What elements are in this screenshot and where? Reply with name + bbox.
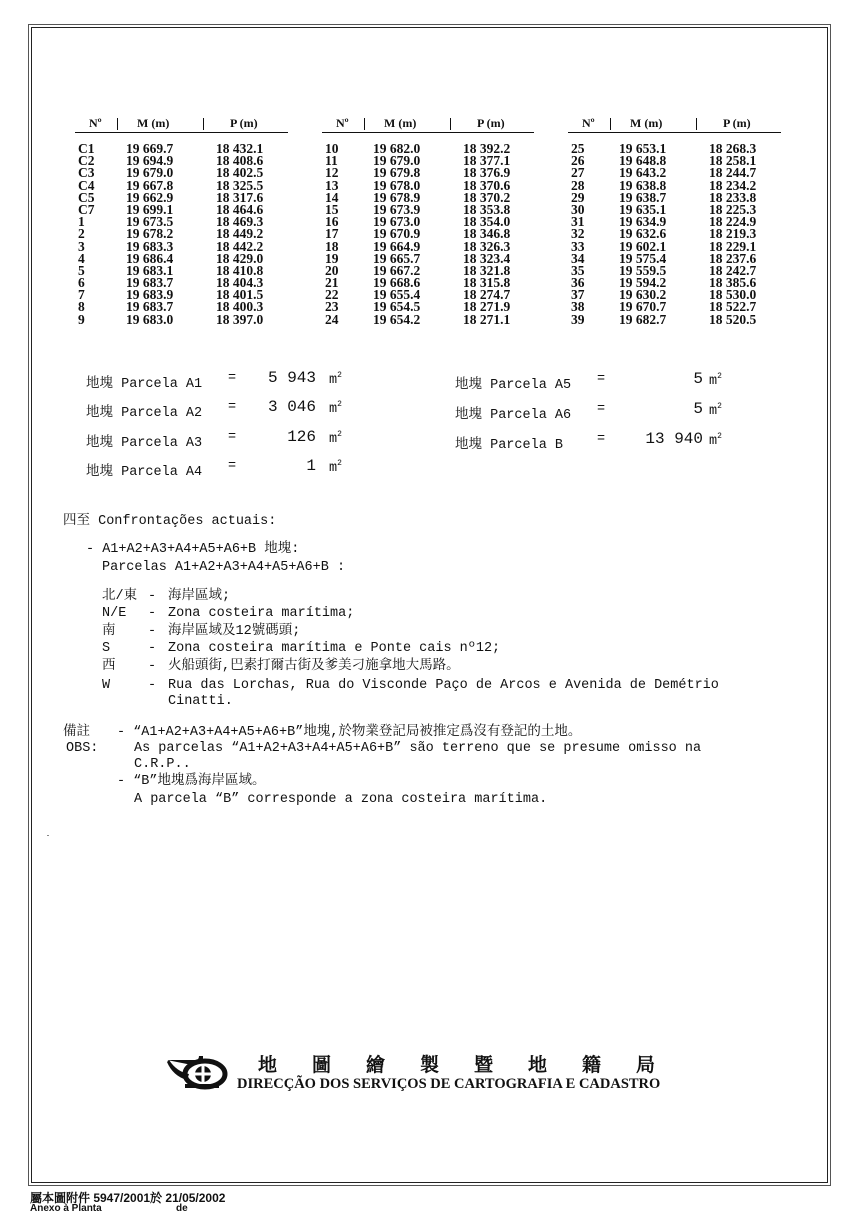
coord-p: 18 219.3 [709,226,757,242]
point-id: 31 [571,214,585,230]
coord-p: 18 432.1 [216,141,264,156]
coord-p: 18 258.1 [709,153,757,169]
scan-speck [47,835,49,836]
unit-exponent: 2 [337,459,342,468]
point-id: 11 [325,153,338,169]
column-separator [203,118,204,130]
unit-symbol: m [329,461,338,476]
unit-symbol: m [329,402,338,417]
coord-p: 18 429.0 [216,250,264,266]
point-id: 17 [325,226,339,242]
coord-p: 18 354.0 [463,214,511,230]
area-unit [709,372,722,389]
point-id: 25 [571,141,585,156]
boundary-description: 火船頭街,巴素打爾古街及爹美刁施拿地大馬路。 [168,659,460,674]
agency-name-char: 地 [528,1054,548,1076]
coordinate-table [75,117,288,326]
boundary-description: 海岸區域及12號碼頭; [168,624,301,639]
unit-exponent: 2 [337,400,342,409]
unit-exponent: 2 [337,371,342,380]
column-separator [364,118,365,130]
column-header: P (m) [230,116,258,130]
coord-p: 18 323.4 [463,250,511,266]
table-header [568,117,781,133]
point-id: C3 [78,165,95,181]
equals-sign: = [597,432,606,447]
agency-name-char: 暨 [474,1054,494,1076]
coord-p: 18 520.5 [709,311,757,327]
area-unit [709,432,722,449]
table-row [568,311,781,327]
coord-m: 19 699.1 [126,201,174,217]
coord-m: 19 686.4 [126,250,174,266]
point-id: 14 [325,189,339,205]
coord-m: 19 654.2 [373,311,421,327]
coord-p: 18 237.6 [709,250,757,266]
coord-m: 19 665.7 [373,250,421,266]
coord-p: 18 392.2 [463,141,511,156]
point-id: 7 [78,287,85,303]
point-id: 13 [325,177,339,193]
point-id: 12 [325,165,339,181]
equals-sign: = [597,402,606,417]
footer-annex-zh: 屬本圖附件 5947/2001於 21/05/2002 [30,1191,226,1205]
coord-p: 18 271.1 [463,311,511,327]
coord-p: 18 469.3 [216,214,264,230]
parcel-label: 地塊 Parcela B [455,438,564,453]
coord-m: 19 668.6 [373,275,421,291]
coord-p: 18 370.2 [463,189,511,205]
coord-p: 18 442.2 [216,238,264,254]
coord-m: 19 662.9 [126,189,174,205]
point-id: 26 [571,153,585,169]
coordinate-table [568,117,781,326]
coord-m: 19 638.8 [619,177,667,193]
dash: - [148,641,157,656]
unit-exponent: 2 [717,432,722,441]
point-id: 18 [325,238,339,254]
column-header: M (m) [137,116,170,130]
column-header: P (m) [477,116,505,130]
coord-m: 19 632.6 [619,226,667,242]
coord-p: 18 271.9 [463,299,511,315]
agency-name-pt: DIRECÇÃO DOS SERVIÇOS DE CARTOGRAFIA E CADASTRO [237,1076,661,1092]
coord-p: 18 397.0 [216,311,264,327]
agency-name-char: 繪 [366,1054,386,1076]
point-id: 33 [571,238,585,254]
notes-line-2: As parcelas “A1+A2+A3+A4+A5+A6+B” são terreno que se presume omisso na [134,741,702,756]
point-id: 16 [325,214,339,230]
coord-m: 19 653.1 [619,141,667,156]
notes-zh-label: 備註 [63,725,90,740]
coord-p: 18 353.8 [463,201,511,217]
coord-p: 18 234.2 [709,177,757,193]
unit-exponent: 2 [717,402,722,411]
parcel-label: 地塊 Parcela A1 [86,377,203,392]
boundary-description: 海岸區域; [168,589,231,604]
coordinate-table [322,117,534,326]
parcel-label: 地塊 Parcela A2 [86,406,203,421]
dash: - [148,589,157,604]
coord-m: 19 630.2 [619,287,667,303]
point-id: 39 [571,311,585,327]
direction-label: 南 [102,624,116,639]
coord-m: 19 602.1 [619,238,667,254]
coord-m: 19 634.9 [619,214,667,230]
table-header [75,117,288,133]
footer-annex-de: de [176,1203,188,1214]
coord-m: 19 682.7 [619,311,667,327]
unit-symbol: m [709,374,718,389]
coord-p: 18 402.5 [216,165,264,181]
coord-m: 19 694.9 [126,153,174,169]
point-id: 10 [325,141,339,156]
coord-m: 19 667.2 [373,262,421,278]
equals-sign: = [597,372,606,387]
table-row [75,311,288,327]
area-unit [329,430,342,447]
parcel-area-value: 5 943 [267,369,316,387]
coord-m: 19 643.2 [619,165,667,181]
parcel-area-value: 126 [287,428,316,446]
coord-m: 19 673.9 [373,201,421,217]
direction-label: W [102,678,111,693]
coord-p: 18 242.7 [709,262,757,278]
area-unit [709,402,722,419]
parcel-area-value: 3 046 [267,398,316,416]
point-id: 20 [325,262,339,278]
dash: - [148,659,157,674]
coord-p: 18 325.5 [216,177,264,193]
equals-sign: = [228,459,237,474]
coord-p: 18 233.8 [709,189,757,205]
coord-m: 19 594.2 [619,275,667,291]
point-id: 24 [325,311,339,327]
coord-p: 18 229.1 [709,238,757,254]
direction-label: N/E [102,606,127,621]
point-id: 30 [571,201,585,217]
table-row [322,311,534,327]
coord-p: 18 315.8 [463,275,511,291]
point-id: 5 [78,262,85,278]
dash: - [148,678,157,693]
coord-m: 19 678.9 [373,189,421,205]
coord-m: 19 683.3 [126,238,174,254]
coord-m: 19 670.9 [373,226,421,242]
coord-m: 19 683.0 [126,311,174,327]
boundary-description: Zona costeira marítima e Ponte cais nº12; [168,641,501,656]
direction-label: 北/東 [102,589,138,604]
unit-symbol: m [329,373,338,388]
point-id: 9 [78,311,85,327]
parcel-label: 地塊 Parcela A5 [455,378,572,393]
equals-sign: = [228,400,237,415]
column-header: Nº [336,116,349,130]
point-id: 28 [571,177,585,193]
parcel-area-value: 13 940 [645,430,703,448]
coord-p: 18 385.6 [709,275,757,291]
dscc-logo-icon [165,1050,231,1094]
parcel-label: 地塊 Parcela A6 [455,408,572,423]
coord-p: 18 400.3 [216,299,264,315]
parcel-label: 地塊 Parcela A3 [86,436,203,451]
boundary-description: Cinatti. [168,694,233,709]
coord-m: 19 679.0 [126,165,174,181]
coord-m: 19 683.1 [126,262,174,278]
unit-symbol: m [329,432,338,447]
coord-p: 18 530.0 [709,287,757,303]
coord-p: 18 268.3 [709,141,757,156]
point-id: 1 [78,214,85,230]
agency-name-char: 製 [420,1054,440,1076]
column-header: Nº [89,116,102,130]
coord-m: 19 638.7 [619,189,667,205]
coord-p: 18 274.7 [463,287,511,303]
agency-name-char: 局 [636,1054,656,1076]
notes-line-4: - “B”地塊爲海岸區域。 [117,774,266,789]
coord-m: 19 683.7 [126,299,174,315]
point-id: 29 [571,189,585,205]
coord-p: 18 522.7 [709,299,757,315]
point-id: 27 [571,165,585,181]
point-id: 21 [325,275,339,291]
parcel-label: 地塊 Parcela A4 [86,465,203,480]
parcel-area-value: 1 [306,457,316,475]
coord-m: 19 683.9 [126,287,174,303]
coord-p: 18 376.9 [463,165,511,181]
unit-exponent: 2 [337,430,342,439]
point-id: C2 [78,153,95,169]
point-id: 2 [78,226,85,242]
agency-name-zh [258,1050,690,1077]
point-id: C7 [78,201,95,217]
coord-m: 19 682.0 [373,141,421,156]
column-separator [117,118,118,130]
coord-m: 19 664.9 [373,238,421,254]
point-id: C4 [78,177,95,193]
coord-m: 19 669.7 [126,141,174,156]
coord-p: 18 370.6 [463,177,511,193]
area-unit [329,371,342,388]
point-id: 23 [325,299,339,315]
coord-m: 19 648.8 [619,153,667,169]
agency-name-char: 地 [258,1054,278,1076]
point-id: 19 [325,250,339,266]
coord-p: 18 408.6 [216,153,264,169]
coord-m: 19 654.5 [373,299,421,315]
point-id: 37 [571,287,585,303]
column-header: M (m) [384,116,417,130]
coord-m: 19 679.0 [373,153,421,169]
boundary-description: Zona costeira marítima; [168,606,355,621]
column-header: M (m) [630,116,663,130]
coord-p: 18 449.2 [216,226,264,242]
notes-line-1: - “A1+A2+A3+A4+A5+A6+B”地塊,於物業登記局被推定爲沒有登記的土地。 [117,725,582,740]
coord-p: 18 326.3 [463,238,511,254]
coord-m: 19 678.0 [373,177,421,193]
point-id: 6 [78,275,85,291]
coord-m: 19 673.5 [126,214,174,230]
direction-label: 西 [102,659,116,674]
area-unit [329,459,342,476]
dash: - [148,606,157,621]
point-id: C5 [78,189,95,205]
area-unit [329,400,342,417]
column-separator [610,118,611,130]
parcel-area-value: 5 [693,370,703,388]
parcel-list-pt: Parcelas A1+A2+A3+A4+A5+A6+B : [102,560,346,575]
coord-m: 19 678.2 [126,226,174,242]
coord-m: 19 635.1 [619,201,667,217]
coord-p: 18 317.6 [216,189,264,205]
notes-line-3: C.R.P.. [134,757,191,772]
column-header: P (m) [723,116,751,130]
agency-name-char: 籍 [582,1054,602,1076]
dash: - [148,624,157,639]
confrontacoes-heading: 四至 Confrontações actuais: [63,514,277,529]
coord-p: 18 224.9 [709,214,757,230]
point-id: 38 [571,299,585,315]
coord-m: 19 683.7 [126,275,174,291]
point-id: 22 [325,287,339,303]
notes-obs-label: OBS: [66,741,99,756]
point-id: C1 [78,141,95,156]
column-header: Nº [582,116,595,130]
notes-line-5: A parcela “B” corresponde a zona costeira marítima. [134,792,548,807]
coord-p: 18 346.8 [463,226,511,242]
point-id: 4 [78,250,85,266]
point-id: 3 [78,238,85,254]
coord-m: 19 670.7 [619,299,667,315]
coord-p: 18 321.8 [463,262,511,278]
coord-m: 19 667.8 [126,177,174,193]
coord-m: 19 655.4 [373,287,421,303]
coord-p: 18 377.1 [463,153,511,169]
coord-p: 18 404.3 [216,275,264,291]
column-separator [696,118,697,130]
footer-annex-pt [30,1203,188,1214]
point-id: 35 [571,262,585,278]
coord-m: 19 575.4 [619,250,667,266]
equals-sign: = [228,371,237,386]
coord-p: 18 401.5 [216,287,264,303]
coord-p: 18 410.8 [216,262,264,278]
unit-symbol: m [709,434,718,449]
coord-m: 19 673.0 [373,214,421,230]
agency-name-char: 圖 [312,1054,332,1076]
unit-symbol: m [709,404,718,419]
point-id: 36 [571,275,585,291]
coord-m: 19 559.5 [619,262,667,278]
point-id: 8 [78,299,85,315]
parcel-list-zh: - A1+A2+A3+A4+A5+A6+B 地塊: [86,542,300,557]
parcel-area-value: 5 [693,400,703,418]
point-id: 32 [571,226,585,242]
table-header [322,117,534,133]
point-id: 15 [325,201,339,217]
coord-p: 18 464.6 [216,201,264,217]
coord-m: 19 679.8 [373,165,421,181]
equals-sign: = [228,430,237,445]
direction-label: S [102,641,111,656]
point-id: 34 [571,250,585,266]
boundary-description: Rua das Lorchas, Rua do Visconde Paço de Arcos e Avenida de Demétrio [168,678,719,693]
coord-p: 18 225.3 [709,201,757,217]
unit-exponent: 2 [717,372,722,381]
column-separator [450,118,451,130]
coord-p: 18 244.7 [709,165,757,181]
footer-annex-label: Anexo à Planta [30,1203,102,1214]
